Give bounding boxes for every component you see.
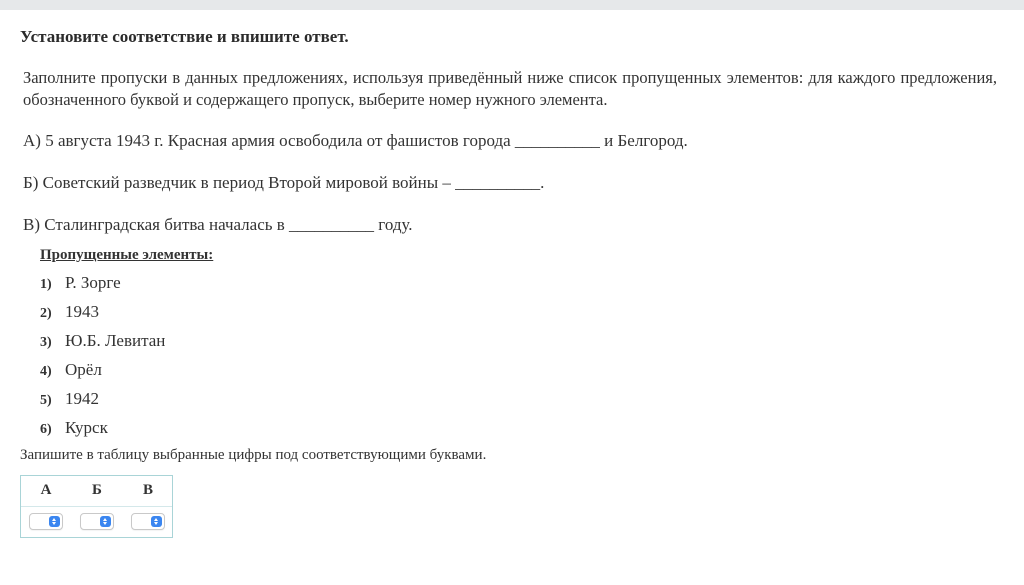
task-instruction: Заполните пропуски в данных предложениях, используя приведённый ниже список пропущенных элементов: для каждого предложения, обозначенного буквой и содержащего пропуск, выберите номер нужного элемента. xyxy=(23,68,997,109)
option-item xyxy=(40,273,121,293)
option-item xyxy=(40,302,99,322)
answer-table-caption: Запишите в таблицу выбранные цифры под соответствующими буквами. xyxy=(20,447,487,463)
select-arrows-icon xyxy=(49,516,60,527)
option-item xyxy=(40,331,165,351)
option-number: 1) xyxy=(40,277,52,292)
answer-select-b[interactable] xyxy=(80,513,114,530)
option-item xyxy=(40,389,99,409)
option-text: Орёл xyxy=(65,360,102,379)
sentence-b: Б) Советский разведчик в период Второй мировой войны – __________. xyxy=(23,173,545,192)
option-number: 3) xyxy=(40,335,52,350)
option-number: 6) xyxy=(40,422,52,437)
answer-select-v[interactable] xyxy=(131,513,165,530)
option-number: 2) xyxy=(40,306,52,321)
option-text: Р. Зорге xyxy=(65,273,121,292)
option-number: 5) xyxy=(40,393,52,408)
answer-column-a-header: А xyxy=(40,482,52,498)
select-arrows-icon xyxy=(100,516,111,527)
sentence-a: А) 5 августа 1943 г. Красная армия освободила от фашистов города __________ и Белгород. xyxy=(23,131,688,150)
option-item xyxy=(40,418,108,438)
option-item xyxy=(40,360,102,380)
answer-column-b-header: Б xyxy=(92,482,102,498)
option-text: Ю.Б. Левитан xyxy=(65,331,166,350)
select-arrows-icon xyxy=(151,516,162,527)
option-text: Курск xyxy=(65,418,108,437)
answer-table xyxy=(20,475,173,538)
table-row-divider xyxy=(21,506,172,507)
answer-select-a[interactable] xyxy=(29,513,63,530)
top-bar xyxy=(0,0,1024,10)
task-title: Установите соответствие и впишите ответ. xyxy=(20,27,349,46)
sentence-v: В) Сталинградская битва началась в __________ году. xyxy=(23,215,413,234)
answer-column-v-header: В xyxy=(142,482,153,498)
option-text: 1942 xyxy=(65,389,99,408)
option-number: 4) xyxy=(40,364,52,379)
option-text: 1943 xyxy=(65,302,99,321)
missing-elements-header: Пропущенные элементы: xyxy=(40,247,214,263)
